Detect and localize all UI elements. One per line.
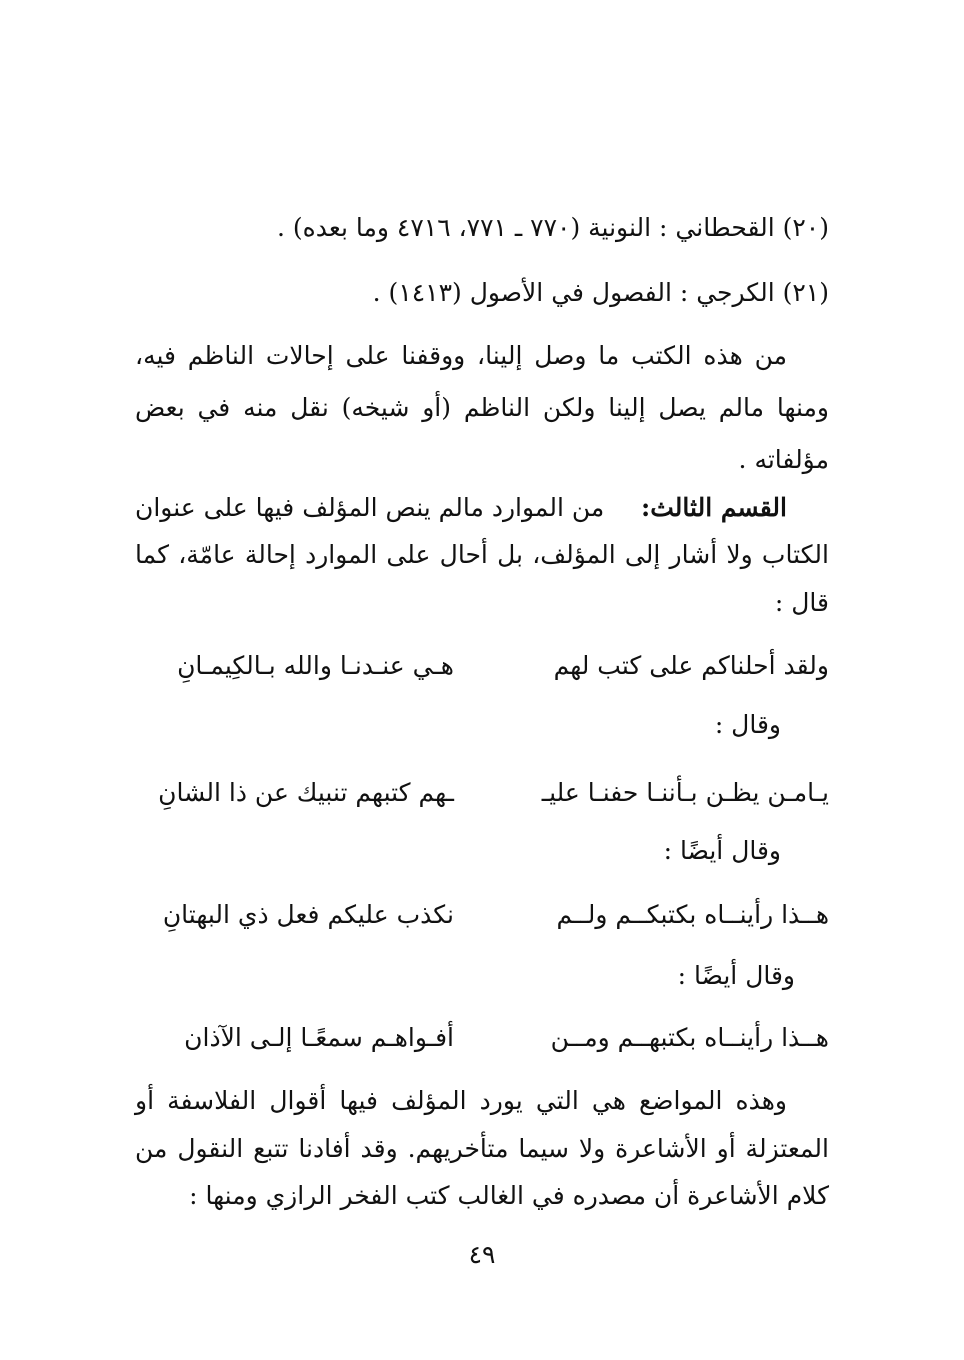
paragraph1-line-2: ومنها مالم يصل إلينا ولكن الناظم (أو شيخه) نقل منه في بعض [135, 393, 829, 422]
verse-2-first-hemistich: يـامـن يظـن بـأننـا حفنـا عليـ [541, 778, 829, 807]
verse-4-first-hemistich: هــذا رأينــاه بكتبهــم ومــن [550, 1023, 829, 1052]
paragraph2-line-1: وهذه المواضع هي التي يورد المؤلف فيها أقوال الفلاسفة أو [135, 1086, 787, 1115]
paragraph2-line-2: المعتزلة أو الأشاعرة ولا سيما متأخريهم. وقد أفادنا تتبع النقول من [135, 1134, 829, 1163]
verse-1-second-hemistich: هـي عنـدنـا والله بـالكِيمـانِ [177, 651, 454, 680]
verse-2-intro: وقال : [714, 710, 781, 739]
footnote-21: (٢١) الكرجي : الفصول في الأصول (١٤١٣) . [372, 278, 829, 307]
verse-4-second-hemistich: أفـواهـم سمعًـا إلـى الآذان [184, 1023, 454, 1052]
section3-line-3: قال : [774, 588, 829, 617]
section3-line-2: الكتاب ولا أشار إلى المؤلف، بل أحال على الموارد إحالة عامّة، كما [135, 540, 829, 569]
paragraph1-line-3: مؤلفاته . [738, 445, 829, 474]
verse-3-intro: وقال أيضًا : [663, 836, 781, 865]
paragraph1-line-1: من هذه الكتب ما وصل إلينا، ووقفنا على إحالات الناظم فيه، [135, 341, 787, 370]
verse-3-first-hemistich: هــذا رأينــاه بكتبكــم ولــم [556, 900, 829, 929]
verse-3-second-hemistich: نكذب عليكم فعل ذي البهتانِ [162, 900, 454, 929]
section3-line-1 [135, 495, 829, 520]
verse-4-intro: وقال أيضًا : [677, 961, 795, 990]
section3-line-1-text: من الموارد مالم ينص المؤلف فيها على عنوان [135, 493, 605, 522]
section3-heading: القسم الثالث: [641, 493, 787, 522]
verse-1-first-hemistich: ولقد أحلناكم على كتب لهم [553, 651, 829, 680]
footnote-20: (٢٠) القحطاني : النونية (٧٧٠ ـ ٧٧١، ٤٧١٦ وما بعده) . [277, 213, 829, 242]
page-number: ٤٩ [468, 1240, 496, 1269]
verse-2-second-hemistich: ـهم كتبهم تنبيك عن ذا الشانِ [158, 778, 454, 807]
paragraph2-line-3: كلام الأشاعرة أن مصدره في الغالب كتب الفخر الرازي ومنها : [189, 1181, 829, 1210]
